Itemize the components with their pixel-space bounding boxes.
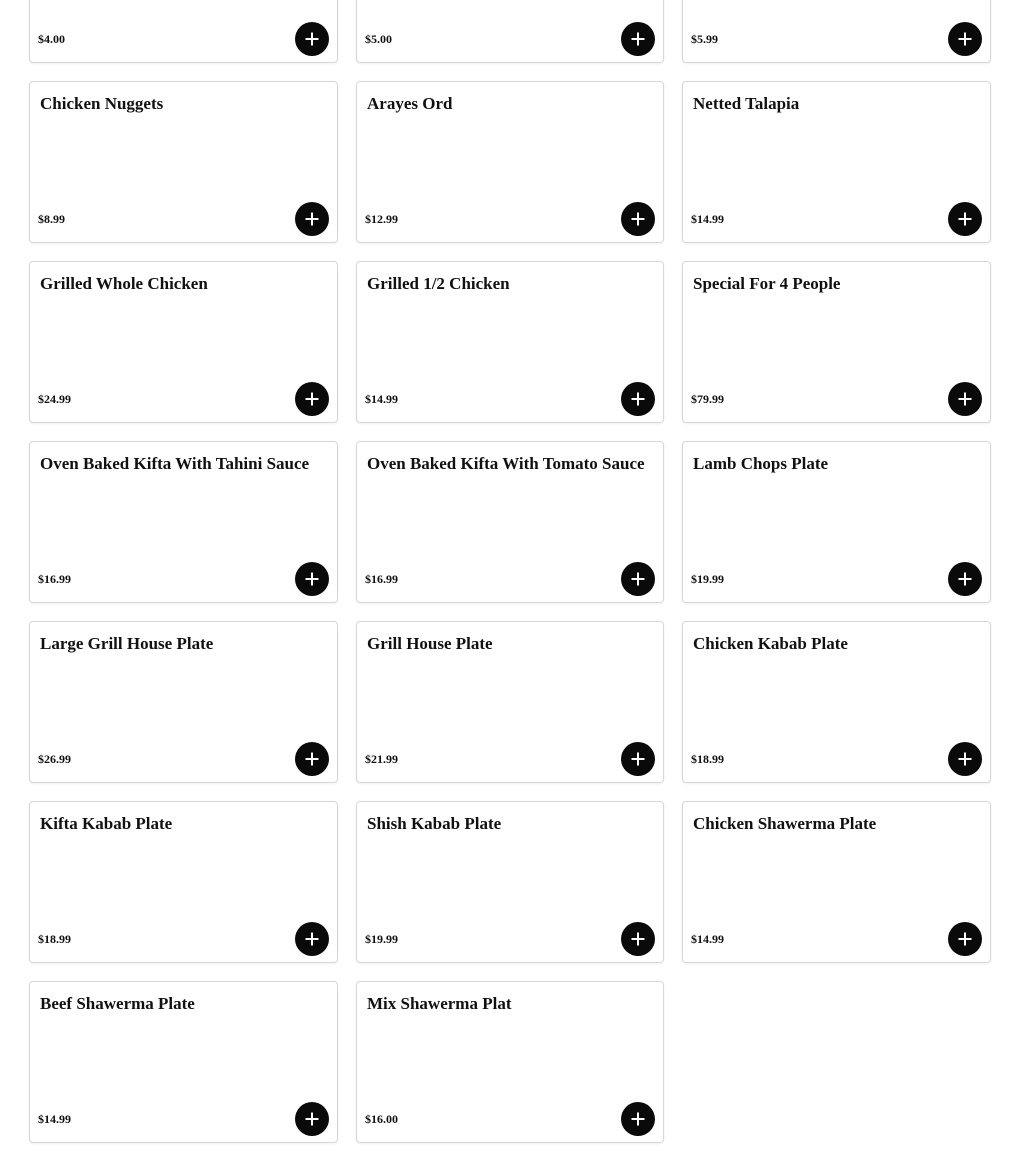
plus-icon bbox=[630, 211, 646, 227]
menu-item-card[interactable] bbox=[356, 0, 664, 63]
menu-item-name: Oven Baked Kifta With Tomato Sauce bbox=[367, 454, 645, 473]
add-to-cart-button[interactable] bbox=[295, 562, 329, 596]
menu-item-price: $16.99 bbox=[365, 572, 398, 586]
plus-icon bbox=[957, 571, 973, 587]
menu-item-name: Oven Baked Kifta With Tahini Sauce bbox=[40, 454, 310, 473]
menu-item-name: Kifta Kabab Plate bbox=[40, 814, 173, 833]
menu-item-name: Chicken Nuggets bbox=[40, 94, 164, 113]
menu-item-price: $24.99 bbox=[38, 392, 71, 406]
menu-item-price: $12.99 bbox=[365, 212, 398, 226]
menu-item-name: Mix Shawerma Plat bbox=[367, 994, 512, 1013]
menu-item-price: $19.99 bbox=[691, 572, 724, 586]
add-to-cart-button[interactable] bbox=[295, 382, 329, 416]
plus-icon bbox=[630, 751, 646, 767]
add-to-cart-button[interactable] bbox=[295, 22, 329, 56]
menu-item-card[interactable] bbox=[29, 981, 338, 1143]
menu-item-name: Grill House Plate bbox=[367, 634, 493, 653]
menu-item-price: $21.99 bbox=[365, 752, 398, 766]
menu-item-card[interactable] bbox=[29, 801, 338, 963]
menu-item-price: $5.99 bbox=[691, 32, 718, 46]
add-to-cart-button[interactable] bbox=[295, 202, 329, 236]
plus-icon bbox=[304, 751, 320, 767]
menu-item-card[interactable] bbox=[682, 0, 991, 63]
menu-item-card[interactable] bbox=[29, 441, 338, 603]
menu-item-name: Chicken Kabab Plate bbox=[693, 634, 848, 653]
menu-item-price: $18.99 bbox=[691, 752, 724, 766]
add-to-cart-button[interactable] bbox=[621, 202, 655, 236]
menu-item-card[interactable] bbox=[356, 441, 664, 603]
menu-item-price: $16.99 bbox=[38, 572, 71, 586]
add-to-cart-button[interactable] bbox=[295, 922, 329, 956]
plus-icon bbox=[304, 931, 320, 947]
menu-item-card[interactable] bbox=[356, 261, 664, 423]
menu-item-price: $26.99 bbox=[38, 752, 71, 766]
menu-item-card[interactable] bbox=[356, 801, 664, 963]
plus-icon bbox=[304, 31, 320, 47]
menu-item-card[interactable] bbox=[29, 81, 338, 243]
add-to-cart-button[interactable] bbox=[295, 1102, 329, 1136]
add-to-cart-button[interactable] bbox=[621, 922, 655, 956]
menu-item-name: Large Grill House Plate bbox=[40, 634, 214, 653]
plus-icon bbox=[957, 211, 973, 227]
plus-icon bbox=[304, 391, 320, 407]
add-to-cart-button[interactable] bbox=[621, 22, 655, 56]
menu-item-name: Arayes Ord bbox=[367, 94, 453, 113]
plus-icon bbox=[957, 31, 973, 47]
menu-item-price: $4.00 bbox=[38, 32, 65, 46]
menu-item-card[interactable] bbox=[29, 621, 338, 783]
menu-item-name: Shish Kabab Plate bbox=[367, 814, 502, 833]
add-to-cart-button[interactable] bbox=[295, 742, 329, 776]
plus-icon bbox=[957, 391, 973, 407]
add-to-cart-button[interactable] bbox=[621, 382, 655, 416]
add-to-cart-button[interactable] bbox=[948, 382, 982, 416]
plus-icon bbox=[304, 211, 320, 227]
menu-item-name: Beef Shawerma Plate bbox=[40, 994, 195, 1013]
plus-icon bbox=[957, 931, 973, 947]
add-to-cart-button[interactable] bbox=[948, 22, 982, 56]
add-to-cart-button[interactable] bbox=[948, 922, 982, 956]
menu-item-card[interactable] bbox=[356, 621, 664, 783]
add-to-cart-button[interactable] bbox=[948, 202, 982, 236]
add-to-cart-button[interactable] bbox=[621, 562, 655, 596]
plus-icon bbox=[957, 751, 973, 767]
menu-item-card[interactable] bbox=[682, 81, 991, 243]
plus-icon bbox=[630, 31, 646, 47]
menu-item-name: Netted Talapia bbox=[693, 94, 800, 113]
menu-item-name: Lamb Chops Plate bbox=[693, 454, 829, 473]
menu-item-price: $8.99 bbox=[38, 212, 65, 226]
add-to-cart-button[interactable] bbox=[948, 562, 982, 596]
menu-item-card[interactable] bbox=[682, 441, 991, 603]
menu-item-price: $16.00 bbox=[365, 1112, 398, 1126]
menu-item-price: $14.99 bbox=[38, 1112, 71, 1126]
menu-item-card[interactable] bbox=[682, 621, 991, 783]
menu-item-price: $14.99 bbox=[691, 212, 724, 226]
menu-item-card[interactable] bbox=[29, 261, 338, 423]
plus-icon bbox=[630, 391, 646, 407]
menu-item-price: $14.99 bbox=[365, 392, 398, 406]
plus-icon bbox=[630, 1111, 646, 1127]
menu-grid bbox=[29, 0, 991, 1143]
plus-icon bbox=[304, 571, 320, 587]
menu-item-name: Special For 4 People bbox=[693, 274, 841, 293]
menu-item-name: Chicken Shawerma Plate bbox=[693, 814, 877, 833]
menu-item-card[interactable] bbox=[29, 0, 338, 63]
menu-item-card[interactable] bbox=[356, 981, 664, 1143]
menu-item-price: $79.99 bbox=[691, 392, 724, 406]
menu-item-price: $19.99 bbox=[365, 932, 398, 946]
menu-item-card[interactable] bbox=[682, 261, 991, 423]
add-to-cart-button[interactable] bbox=[621, 1102, 655, 1136]
menu-item-price: $14.99 bbox=[691, 932, 724, 946]
add-to-cart-button[interactable] bbox=[621, 742, 655, 776]
menu-item-name: Grilled Whole Chicken bbox=[40, 274, 208, 293]
add-to-cart-button[interactable] bbox=[948, 742, 982, 776]
menu-item-price: $5.00 bbox=[365, 32, 392, 46]
plus-icon bbox=[630, 571, 646, 587]
menu-item-card[interactable] bbox=[682, 801, 991, 963]
menu-item-price: $18.99 bbox=[38, 932, 71, 946]
menu-item-card[interactable] bbox=[356, 81, 664, 243]
plus-icon bbox=[304, 1111, 320, 1127]
menu-item-name: Grilled 1/2 Chicken bbox=[367, 274, 510, 293]
plus-icon bbox=[630, 931, 646, 947]
